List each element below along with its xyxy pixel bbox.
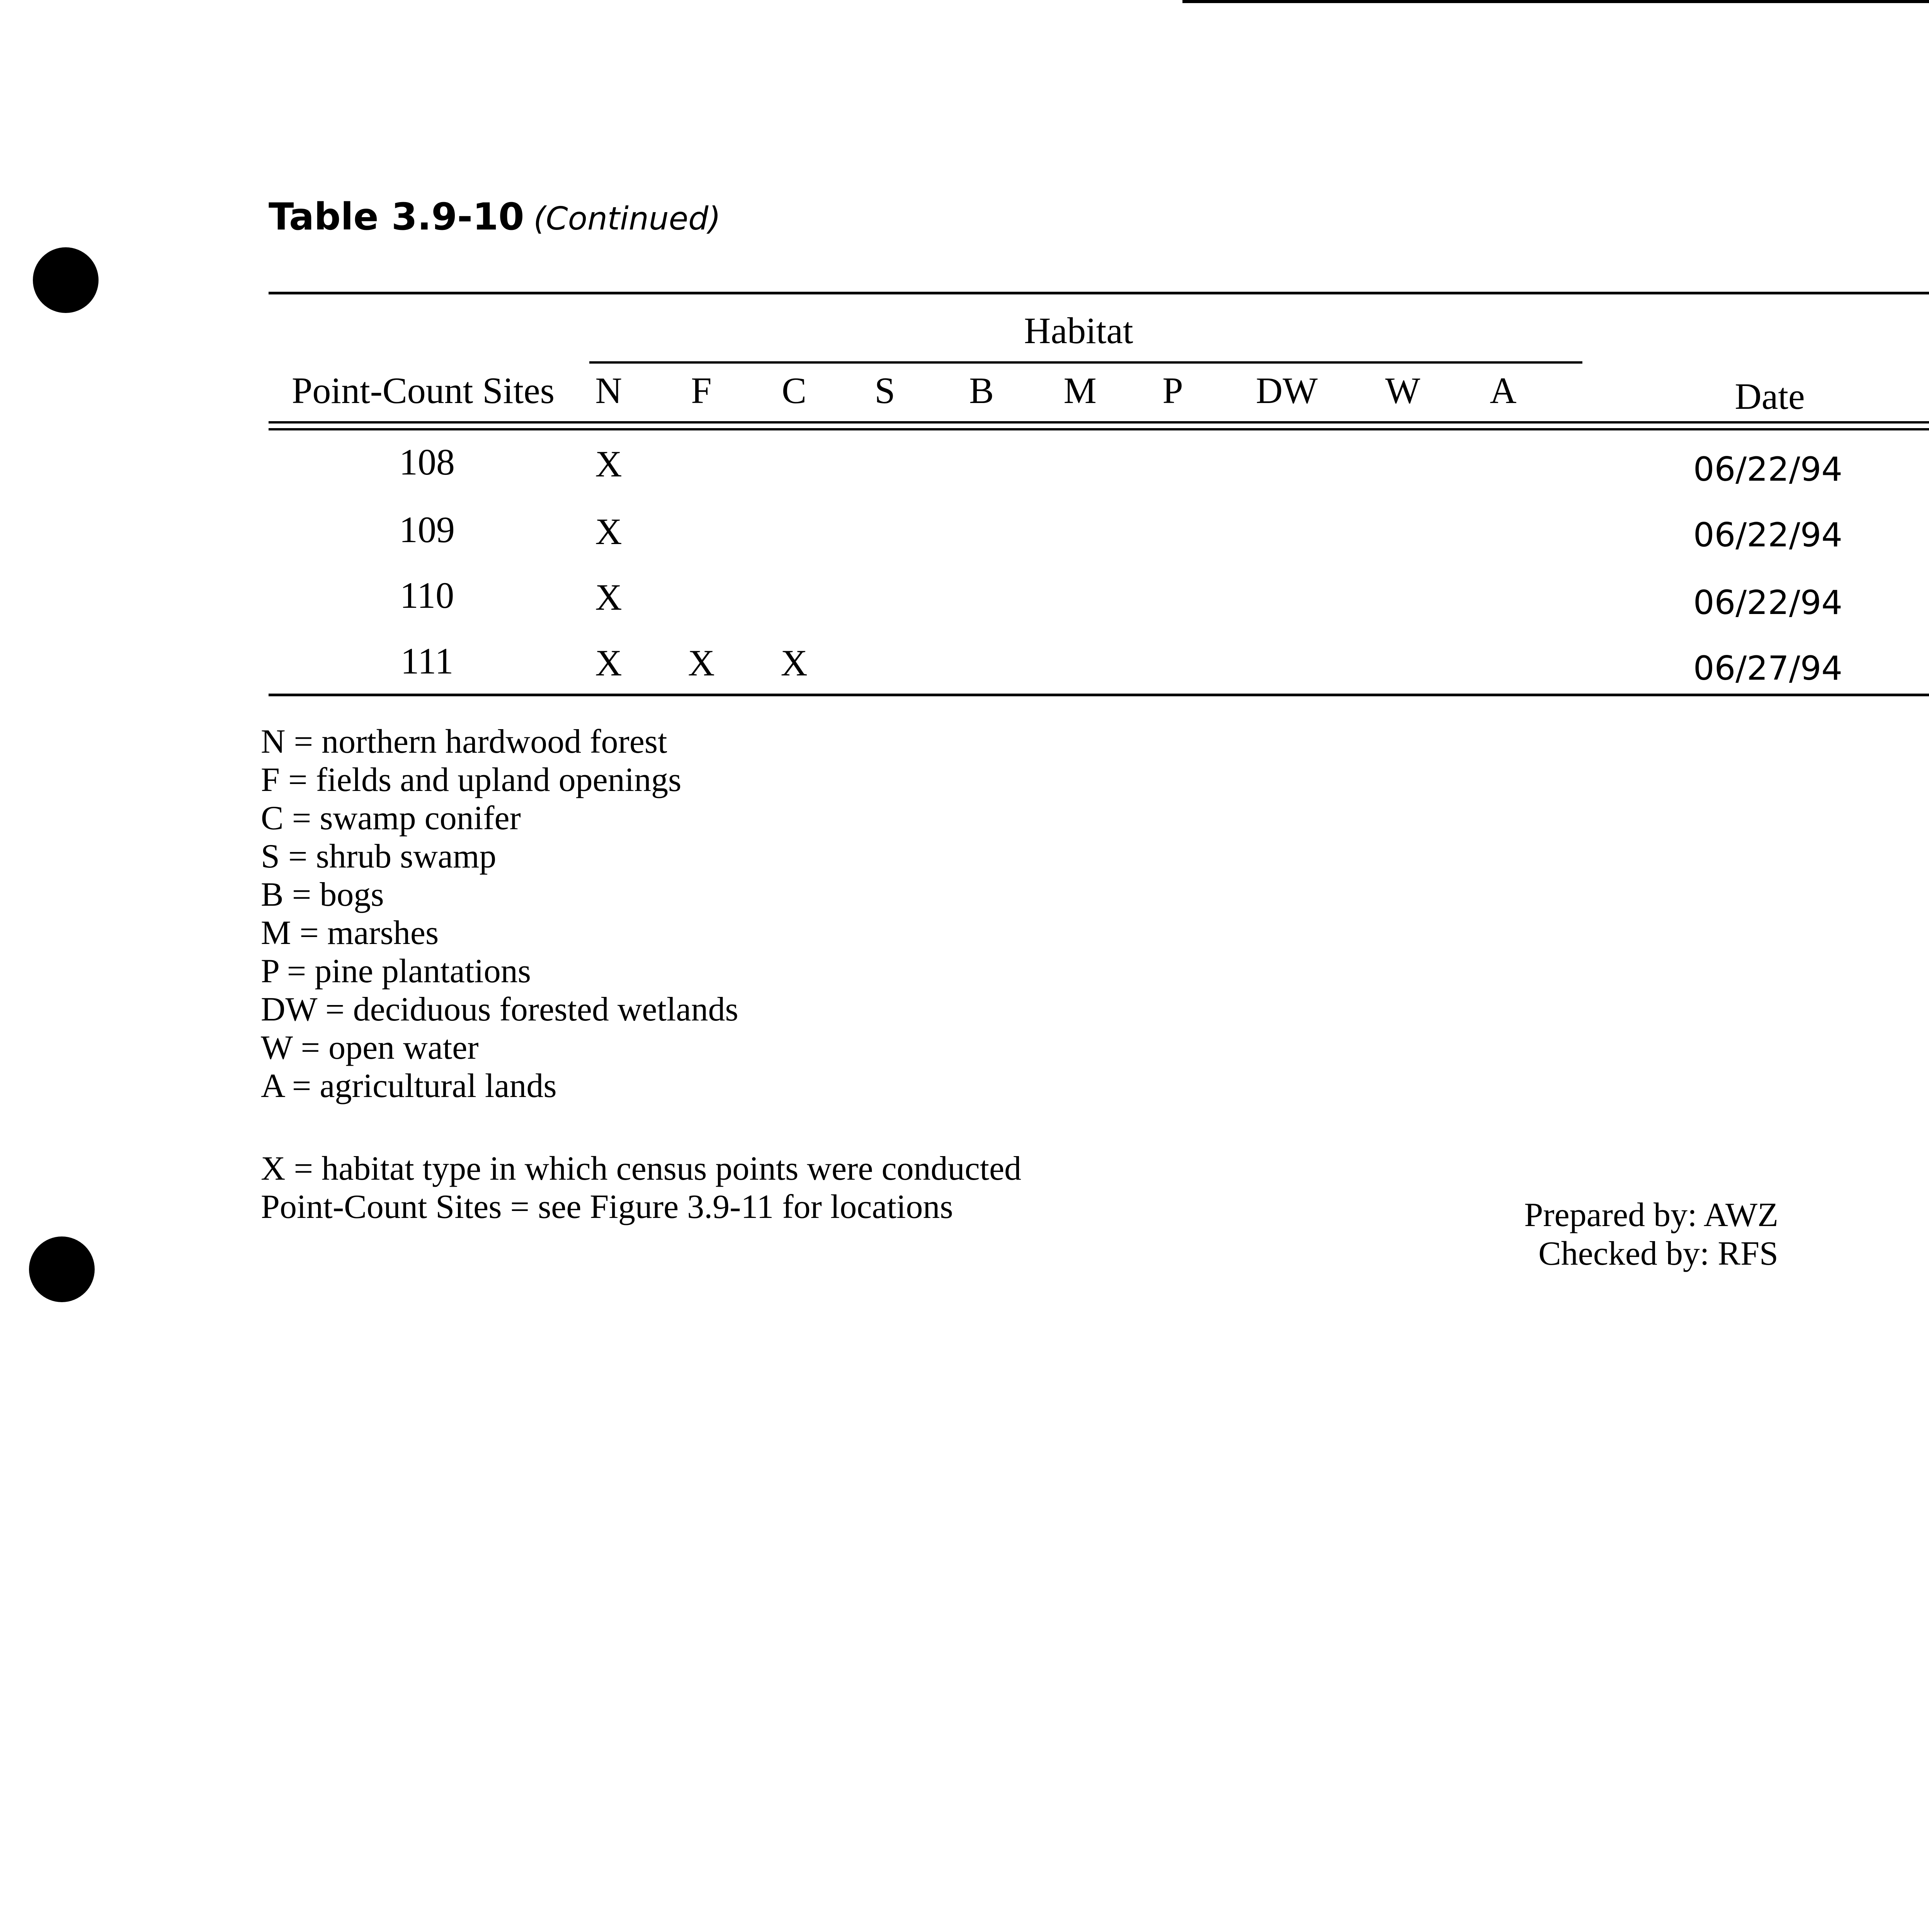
table-cell-date: 06/27/94: [1693, 649, 1843, 688]
header-double-rule-1: [269, 421, 1929, 423]
habitat-span-rule: [589, 361, 1582, 364]
site-column-header: Point-Count Sites: [292, 370, 555, 411]
table-cell-N: X: [595, 577, 622, 618]
checked-by: Checked by: RFS: [1538, 1235, 1778, 1272]
legend-item: M = marshes: [261, 914, 439, 952]
table-notes: [261, 1150, 1021, 1226]
table-cell-N: X: [595, 511, 622, 552]
table-bottom-rule: [269, 694, 1929, 696]
scan-edge-line: [1182, 0, 1929, 3]
table-cell-date: 06/22/94: [1693, 516, 1843, 554]
legend-item: C = swamp conifer: [261, 799, 521, 837]
table-cell-date: 06/22/94: [1693, 583, 1843, 622]
legend-item: W = open water: [261, 1029, 479, 1066]
table-cell-site: 111: [400, 640, 454, 682]
table-cell-N: X: [595, 443, 622, 485]
legend-item: F = fields and upland openings: [261, 761, 682, 799]
legend-item: N = northern hardwood forest: [261, 723, 667, 760]
table-title: [269, 195, 721, 238]
note-x-definition: X = habitat type in which census points were conducted: [261, 1150, 1022, 1187]
habitat-column-B: B: [969, 370, 994, 411]
punch-hole-top: [33, 247, 99, 313]
table-cell-C: X: [781, 642, 808, 684]
habitat-column-M: M: [1063, 370, 1097, 411]
legend-item: A = agricultural lands: [261, 1067, 557, 1105]
habitat-column-A: A: [1490, 370, 1517, 411]
table-title-continued: (Continued): [533, 201, 721, 237]
legend-item: B = bogs: [261, 876, 384, 913]
table-cell-date: 06/22/94: [1693, 450, 1843, 489]
legend-item: S = shrub swamp: [261, 838, 497, 875]
table-cell-N: X: [595, 642, 622, 684]
habitat-column-S: S: [874, 370, 895, 411]
table-title-number: Table 3.9-10: [269, 195, 524, 238]
prepared-checked-block: [1524, 1196, 1778, 1273]
habitat-column-DW: DW: [1256, 370, 1318, 411]
habitat-column-C: C: [781, 370, 807, 411]
date-column-header: Date: [1735, 376, 1805, 417]
table-cell-site: 108: [399, 441, 455, 483]
habitat-header: Habitat: [1024, 310, 1133, 351]
legend-item: P = pine plantations: [261, 952, 531, 990]
note-site-reference: Point-Count Sites = see Figure 3.9-11 for locations: [261, 1188, 953, 1226]
prepared-by: Prepared by: AWZ: [1524, 1196, 1778, 1234]
habitat-column-N: N: [595, 370, 622, 411]
header-double-rule-2: [269, 428, 1929, 430]
habitat-column-F: F: [691, 370, 712, 411]
table-cell-F: X: [688, 642, 715, 684]
legend-item: DW = deciduous forested wetlands: [261, 991, 738, 1028]
table-cell-site: 110: [400, 575, 454, 616]
punch-hole-middle: [29, 1236, 95, 1302]
habitat-column-W: W: [1385, 370, 1420, 411]
habitat-legend: [261, 723, 738, 1105]
table-top-rule: [269, 292, 1929, 294]
habitat-column-P: P: [1162, 370, 1183, 411]
table-cell-site: 109: [399, 509, 455, 550]
